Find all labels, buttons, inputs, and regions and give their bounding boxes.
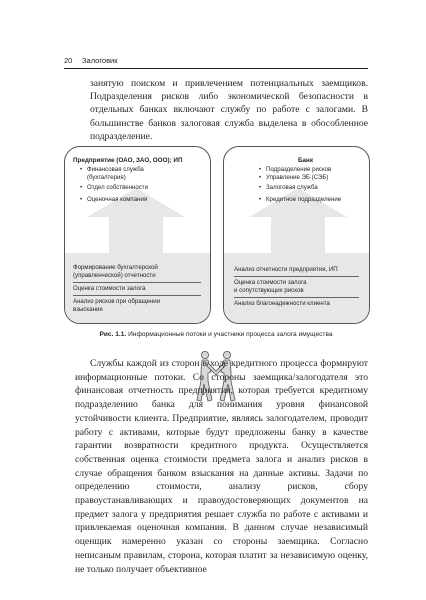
bank-title: Банк xyxy=(298,157,313,164)
enterprise-item: • Финансовая служба xyxy=(79,166,144,174)
divider xyxy=(234,297,359,298)
enterprise-bottom-line: Анализ рисков при обращении xyxy=(73,298,161,305)
caption-text: Информационные потоки и участники процесса залога имущества xyxy=(126,331,333,338)
figure-caption xyxy=(64,331,368,338)
header-rule xyxy=(64,68,368,69)
enterprise-bottom-line: взыскания xyxy=(73,306,103,313)
paragraph-main: Службы каждой из сторон в ходе кредитного процесса формируют информационные потоки. Со стороны заемщика/залогодателя это финансовая отчетность предприятия, которая требуется кредитному подразделению банка для понимания уровня финансовой устойчивости клиента. Предприятие, являясь залогодателем, проводит работу с активами, которые будут предложены банку в качестве гарантии возвратности кредитного продукта. Осуществляется собственная оценка стоимости предмета залога и анализ рисков в случае обращения банком взыскания на данные активы. Задачи по определению стоимости, анализу рисков, сбору правоустанавливающих и правоудостоверяющих документов на предмет залога у предприятия решает служба по работе с активами и привлекаемая оценочная компания. В данном случае независимый оценщик намеренно указан со стороны заемщика. Согласно неписаным правилам, сторона, которая платит за независимую оценку, не только получает объективное xyxy=(75,358,368,575)
enterprise-box xyxy=(64,146,211,324)
paragraph-intro: занятую поиском и привлечением потенциальных заемщиков. Подразделения рисков либо экономической безопасности в отдельных банках включают службу по работе с залогами. В большинстве банков залоговая служба выделена в обособленное подразделение. xyxy=(90,78,368,142)
bank-bottom-line: и сопутствующих рисков xyxy=(234,287,304,294)
running-header xyxy=(64,56,368,68)
caption-label: Рис. 1.1. xyxy=(99,331,127,338)
page-number: 20 xyxy=(64,56,73,65)
enterprise-title: Предприятие (ОАО, ЗАО, ООО); ИП xyxy=(73,157,183,164)
bank-bottom-line: Анализ благонадежности клиента xyxy=(234,300,330,307)
enterprise-bottom-line: Формирование бухгалтерской xyxy=(73,264,158,271)
enterprise-item-cont: (бухгалтерия) xyxy=(87,174,126,181)
bank-bottom-line: Оценка стоимости залога xyxy=(234,279,307,286)
bank-item: • Подразделение рисков xyxy=(258,166,331,174)
enterprise-item: • Оценочная компания xyxy=(79,196,147,204)
enterprise-bottom-line: (управленческой) отчетности xyxy=(73,272,156,279)
bank-bottom-line: Анализ отчетности предприятия, ИП xyxy=(234,266,338,273)
bank-item: • Залоговая служба xyxy=(258,184,318,192)
divider xyxy=(73,295,201,296)
bank-box xyxy=(223,146,370,324)
enterprise-item: • Отдел собственности xyxy=(79,184,148,192)
running-title: Залоговик xyxy=(82,56,118,65)
divider xyxy=(234,276,359,277)
divider xyxy=(73,282,201,283)
information-flow-diagram xyxy=(64,146,368,322)
enterprise-bottom-line: Оценка стоимости залога xyxy=(73,285,146,292)
bank-item: • Кредитное подразделение xyxy=(258,196,341,204)
bank-item: • Управление ЭБ (СЭБ) xyxy=(258,174,328,182)
